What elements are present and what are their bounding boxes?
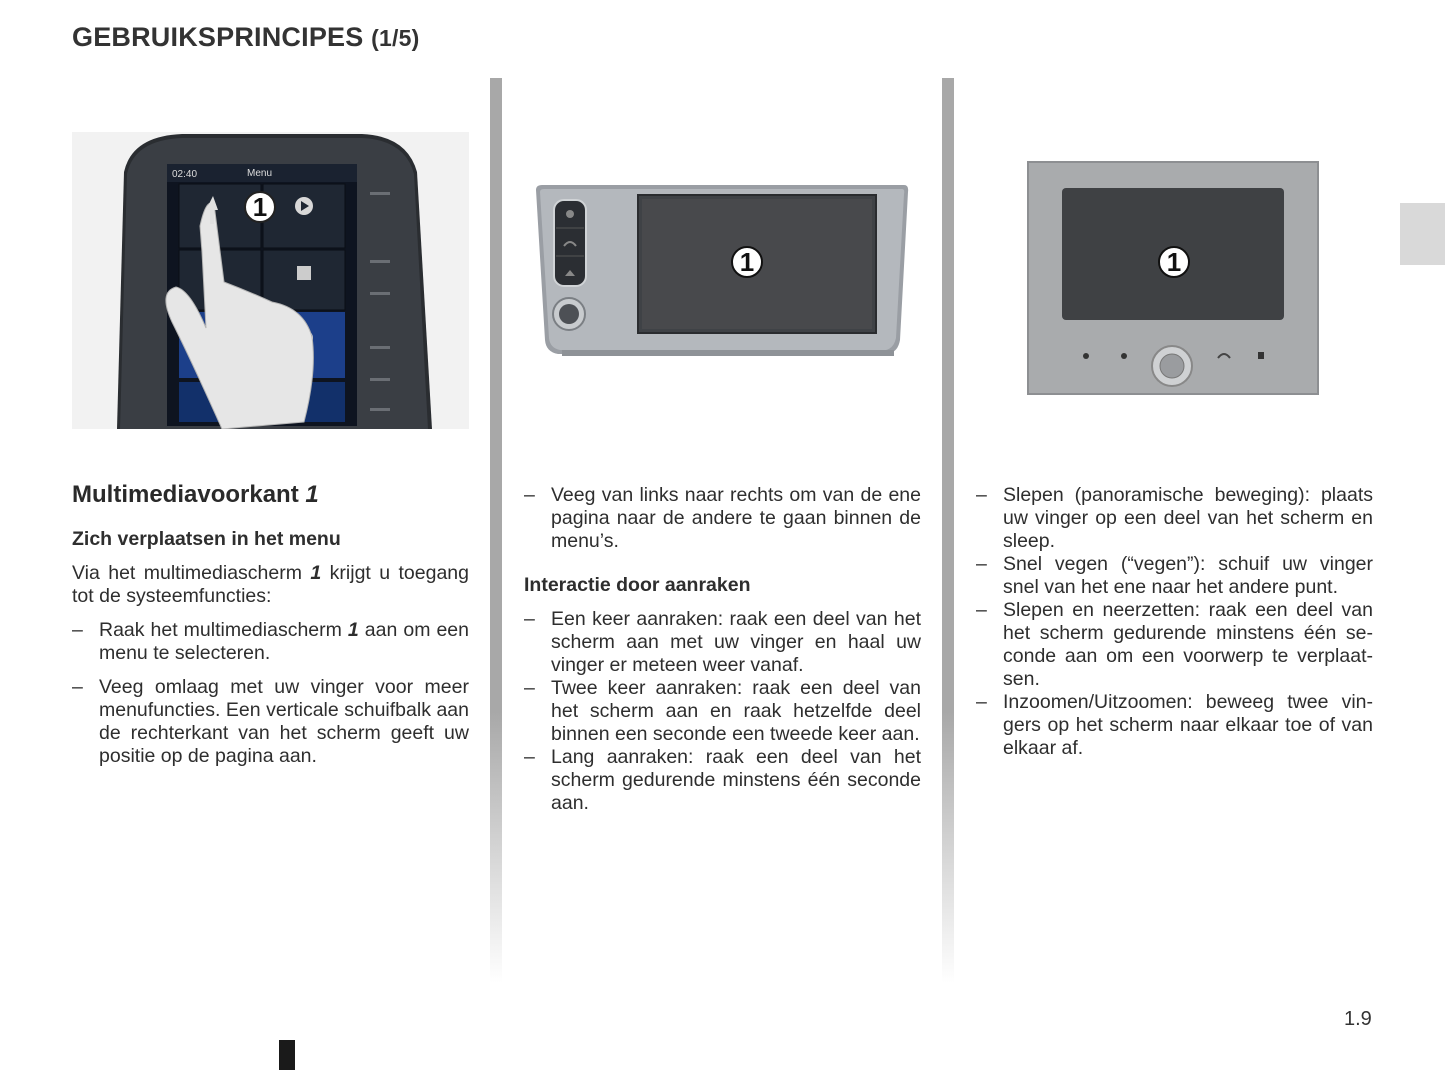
gesture-bullet-text: Slepen en neerzetten: raak een deel van het scherm gedurende minstens één seconde aan om een voorwerp te verplaatsen. <box>1003 599 1373 690</box>
list-item <box>72 676 469 768</box>
section-heading-ref: 1 <box>305 481 319 508</box>
column-3 <box>976 484 1373 760</box>
swipe-list <box>524 484 921 553</box>
list-dash: – <box>524 608 535 630</box>
list-dash: – <box>72 676 83 698</box>
gesture-list <box>976 484 1373 760</box>
list-item <box>976 599 1373 691</box>
panel-unit-illustration <box>1026 160 1320 396</box>
dashboard-unit-illustration <box>532 180 914 370</box>
touch-bullet-text: Twee keer aanraken: raak een deel van het scherm aan en raak hetzelfde deel binnen een seconde een tweede keer aan. <box>551 677 921 745</box>
list-item <box>524 746 921 815</box>
list-item <box>976 691 1373 760</box>
list-item <box>524 608 921 677</box>
gesture-bullet-text: Snel vegen (“vegen”): schuif uw vinger snel van het ene naar het andere punt. <box>1003 553 1373 598</box>
screen-menu-label: Menu <box>247 168 273 179</box>
bullet1-text-1: Raak het multimediascherm <box>99 619 348 641</box>
bullet2-text: Veeg omlaag met uw vinger voor meer menufuncties. Een verticale schuifbalk aan de rechterkant van het scherm geeft uw positie op de pagina aan. <box>99 676 469 767</box>
section-heading <box>72 480 469 510</box>
intro-paragraph <box>72 562 469 608</box>
gesture-bullet-text: Slepen (panoramische beweging): plaats uw vinger op een deel van het scherm en sleep. <box>1003 484 1373 552</box>
page-title-text: GEBRUIKSPRINCIPES <box>72 22 364 52</box>
list-item <box>524 484 921 553</box>
bullet1-ref: 1 <box>347 619 359 641</box>
touch-bullet-text: Een keer aanraken: raak een deel van het scherm aan met uw vinger en haal uw vinger er meteen weer vanaf. <box>551 608 921 676</box>
list-item <box>524 677 921 746</box>
page-number: 1.9 <box>1344 1008 1372 1030</box>
intro-text-1: Via het multimediascherm <box>72 562 311 584</box>
list-dash: – <box>976 691 987 713</box>
list-dash: – <box>976 553 987 575</box>
print-mark <box>279 1040 295 1070</box>
list-item <box>976 484 1373 553</box>
list-item <box>976 553 1373 599</box>
list-dash: – <box>524 746 535 768</box>
intro-ref: 1 <box>310 562 322 584</box>
list-dash: – <box>524 484 535 506</box>
gesture-bullet-text: Inzoomen/Uitzoomen: beweeg twee vingers op het scherm naar elkaar toe of van elkaar af. <box>1003 691 1373 759</box>
screen-clock: 02:40 <box>172 169 198 180</box>
column-2 <box>524 484 921 815</box>
list-dash: – <box>976 484 987 506</box>
menu-navigation-list <box>72 619 469 768</box>
touch-interaction-list <box>524 608 921 815</box>
column-divider-right <box>942 78 954 983</box>
callout-1-panel: 1 <box>1166 247 1182 277</box>
tablet-illustration <box>72 132 469 429</box>
callout-1-tablet: 1 <box>252 192 268 222</box>
swipe-text: Veeg van links naar rechts om van de ene pagina naar de andere te gaan binnen de menu’s. <box>551 484 921 552</box>
bullet1-text-2: aan om een menu te selecteren. <box>99 619 469 664</box>
page-title <box>72 22 419 53</box>
list-dash: – <box>976 599 987 621</box>
list-dash: – <box>72 619 83 641</box>
touch-bullet-text: Lang aanraken: raak een deel van het scherm gedurende minstens één seconde aan. <box>551 746 921 814</box>
subheading-menu-navigation: Zich verplaatsen in het menu <box>72 528 341 550</box>
list-item <box>72 619 469 665</box>
section-heading-text: Multimediavoorkant <box>72 481 299 508</box>
list-dash: – <box>524 677 535 699</box>
subheading-touch-interaction: Interactie door aanraken <box>524 574 751 596</box>
intro-text-2: krijgt u toegang tot de systeemfuncties: <box>72 562 469 607</box>
callout-1-dashboard: 1 <box>739 247 755 277</box>
chapter-tab <box>1400 203 1445 265</box>
page-title-suffix: (1/5) <box>371 25 420 51</box>
column-1 <box>72 480 469 779</box>
column-divider-left <box>490 78 502 983</box>
